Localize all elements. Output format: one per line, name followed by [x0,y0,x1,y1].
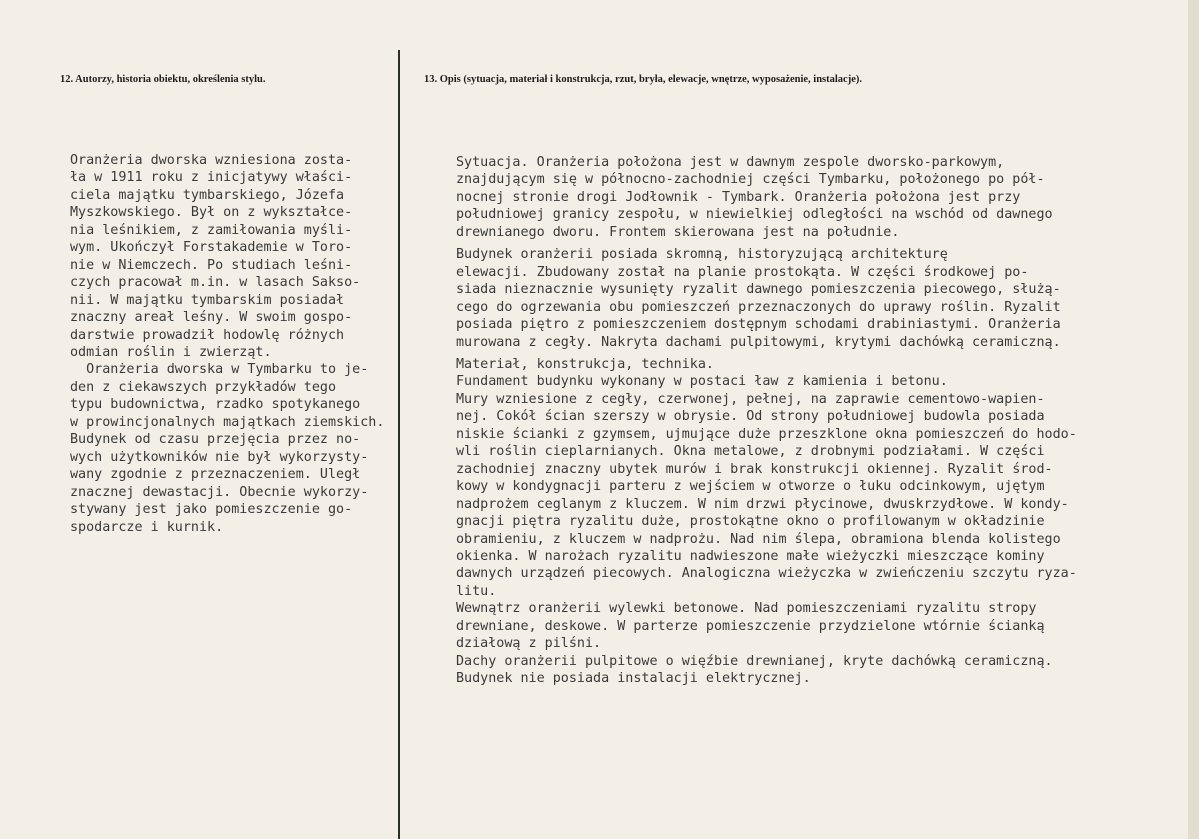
text-line: siada nieznacznie wysunięty ryzalit dawnego pomieszczenia piecowego, służą- [456,282,1061,298]
text-line: czych pracował m.in. w lasach Sakso- [70,275,361,291]
text-line: znaczny areał leśny. W swoim gospo- [70,310,353,326]
text-line: elewacji. Zbudowany został na planie prostokąta. W części środkowej po- [456,264,1029,280]
section-12-header: 12. Autorzy, historia obiektu, określenia stylu. [60,74,266,85]
text-line: Fundament budynku wykonany w postaci ław z kamienia i betonu. [456,374,948,390]
history-text [70,152,392,536]
text-line: kowy w kondygnacji parteru z wejściem w otworze o łuku odcinkowym, ujętym [456,479,1045,495]
text-line: obramieniu, z kluczem w nadprożu. Nad nim ślepa, obramiona blenda kolistego [456,531,1061,547]
text-line: ła w 1911 roku z inicjatywy właści- [70,170,353,186]
text-line: Materiał, konstrukcja, technika. [456,356,714,372]
text-line: wych użytkowników nie był wykorzysty- [70,449,369,465]
text-line: w prowincjonalnych majątkach ziemskich. [70,414,385,430]
text-line: wli roślin cieplarnianych. Okna metalowe, z drobnymi podziałami. W części [456,444,1045,460]
text-line: nej. Cokół ścian szerszy w obrysie. Od strony południowej budowla posiada [456,409,1045,425]
text-line: znacznej dewastacji. Obecnie wykorzy- [70,484,369,500]
text-line: okienka. W narożach ryzalitu nadwieszone małe wieżyczki mieszczące kominy [456,548,1045,564]
text-line: spodarcze i kurnik. [70,519,224,535]
text-line: nadprożem ceglanym z kluczem. W nim drzwi płycinowe, dwuskrzydłowe. W kondy- [456,496,1069,512]
text-line: Oranżeria dworska w Tymbarku to je- [70,362,369,378]
text-line: nocnej stronie drogi Jodłownik - Tymbark. Oranżeria położona jest przy [456,189,1021,205]
text-line: nii. W majątku tymbarskim posiadał [70,292,345,308]
text-line: Budynek oranżerii posiada skromną, historyzującą architekturę [456,247,948,263]
text-line: Budynek od czasu przejęcia przez no- [70,432,361,448]
text-line: wany zgodnie z przeznaczeniem. Uległ [70,467,361,483]
page-edge [1188,0,1199,839]
text-line: drewniane, deskowe. W parterze pomieszczenie przydzielone wtórnie ścianką [456,618,1045,634]
text-line: darstwie prowadził hodowlę różnych [70,327,345,343]
text-line: murowana z cegły. Nakryta dachami pulpitowymi, krytymi dachówką ceramiczną. [456,334,1061,350]
text-line: niskie ścianki z gzymsem, ujmujące duże przeszklone okna pomieszczeń do hodo- [456,426,1077,442]
text-line: odmian roślin i zwierząt. [70,344,272,360]
text-line: dawnych urządzeń piecowych. Analogiczna wieżyczka w zwieńczeniu szczytu ryza- [456,566,1077,582]
text-line: litu. [456,583,497,599]
text-line: Sytuacja. Oranżeria położona jest w dawnym zespole dworsko-parkowym, [456,155,1005,170]
text-line: cego do ogrzewania obu pomieszczeń przeznaczonych do uprawy roślin. Ryzalit [456,299,1061,315]
text-line: Mury wzniesione z cegły, czerwonej, pełnej, na zaprawie cementowo-wapien- [456,391,1045,407]
text-line: Myszkowskiego. Był on z wykształce- [70,205,353,221]
text-line: gnacji piętra ryzalitu duże, prostokątne okno o profilowanym w okładzinie [456,514,1045,530]
section-13-header: 13. Opis (sytuacja, materiał i konstrukcja, rzut, bryła, elewacje, wnętrze, wyposażenie, instalacje). [424,74,863,85]
text-line: Budynek nie posiada instalacji elektrycznej. [456,671,811,687]
text-line: działową z pilśni. [456,636,602,652]
column-divider [398,50,400,839]
text-line: ciela majątku tymbarskiego, Józefa [70,187,345,203]
text-line: południowej granicy zespołu, w niewielkiej odległości na wschód od dawnego [456,207,1053,223]
text-line: drewnianego dworu. Frontem skierowana jest na południe. [456,224,900,240]
text-line: wym. Ukończył Forstakademie w Toro- [70,240,353,256]
text-line: stywany jest jako pomieszczenie go- [70,502,353,518]
text-line: znajdującym się w północno-zachodniej części Tymbarku, położonego po pół- [456,172,1045,188]
text-line: den z ciekawszych przykładów tego [70,379,337,395]
text-line: nie w Niemczech. Po studiach leśni- [70,257,353,273]
text-line: Wewnątrz oranżerii wylewki betonowe. Nad pomieszczeniami ryzalitu stropy [456,601,1037,617]
text-line: posiada piętro z pomieszczeniem dostępnym schodami drabiniastymi. Oranżeria [456,317,1061,333]
text-line: nia leśnikiem, z zamiłowania myśli- [70,222,353,238]
text-line: Oranżeria dworska wzniesiona zosta- [70,153,353,168]
text-line: typu budownictwa, rzadko spotykanego [70,397,361,413]
description-text [456,154,1096,688]
text-line: Dachy oranżerii pulpitowe o więźbie drewnianej, kryte dachówką ceramiczną. [456,653,1053,669]
text-line: zachodniej znaczny ubytek murów i brak konstrukcji okiennej. Ryzalit środ- [456,461,1053,477]
